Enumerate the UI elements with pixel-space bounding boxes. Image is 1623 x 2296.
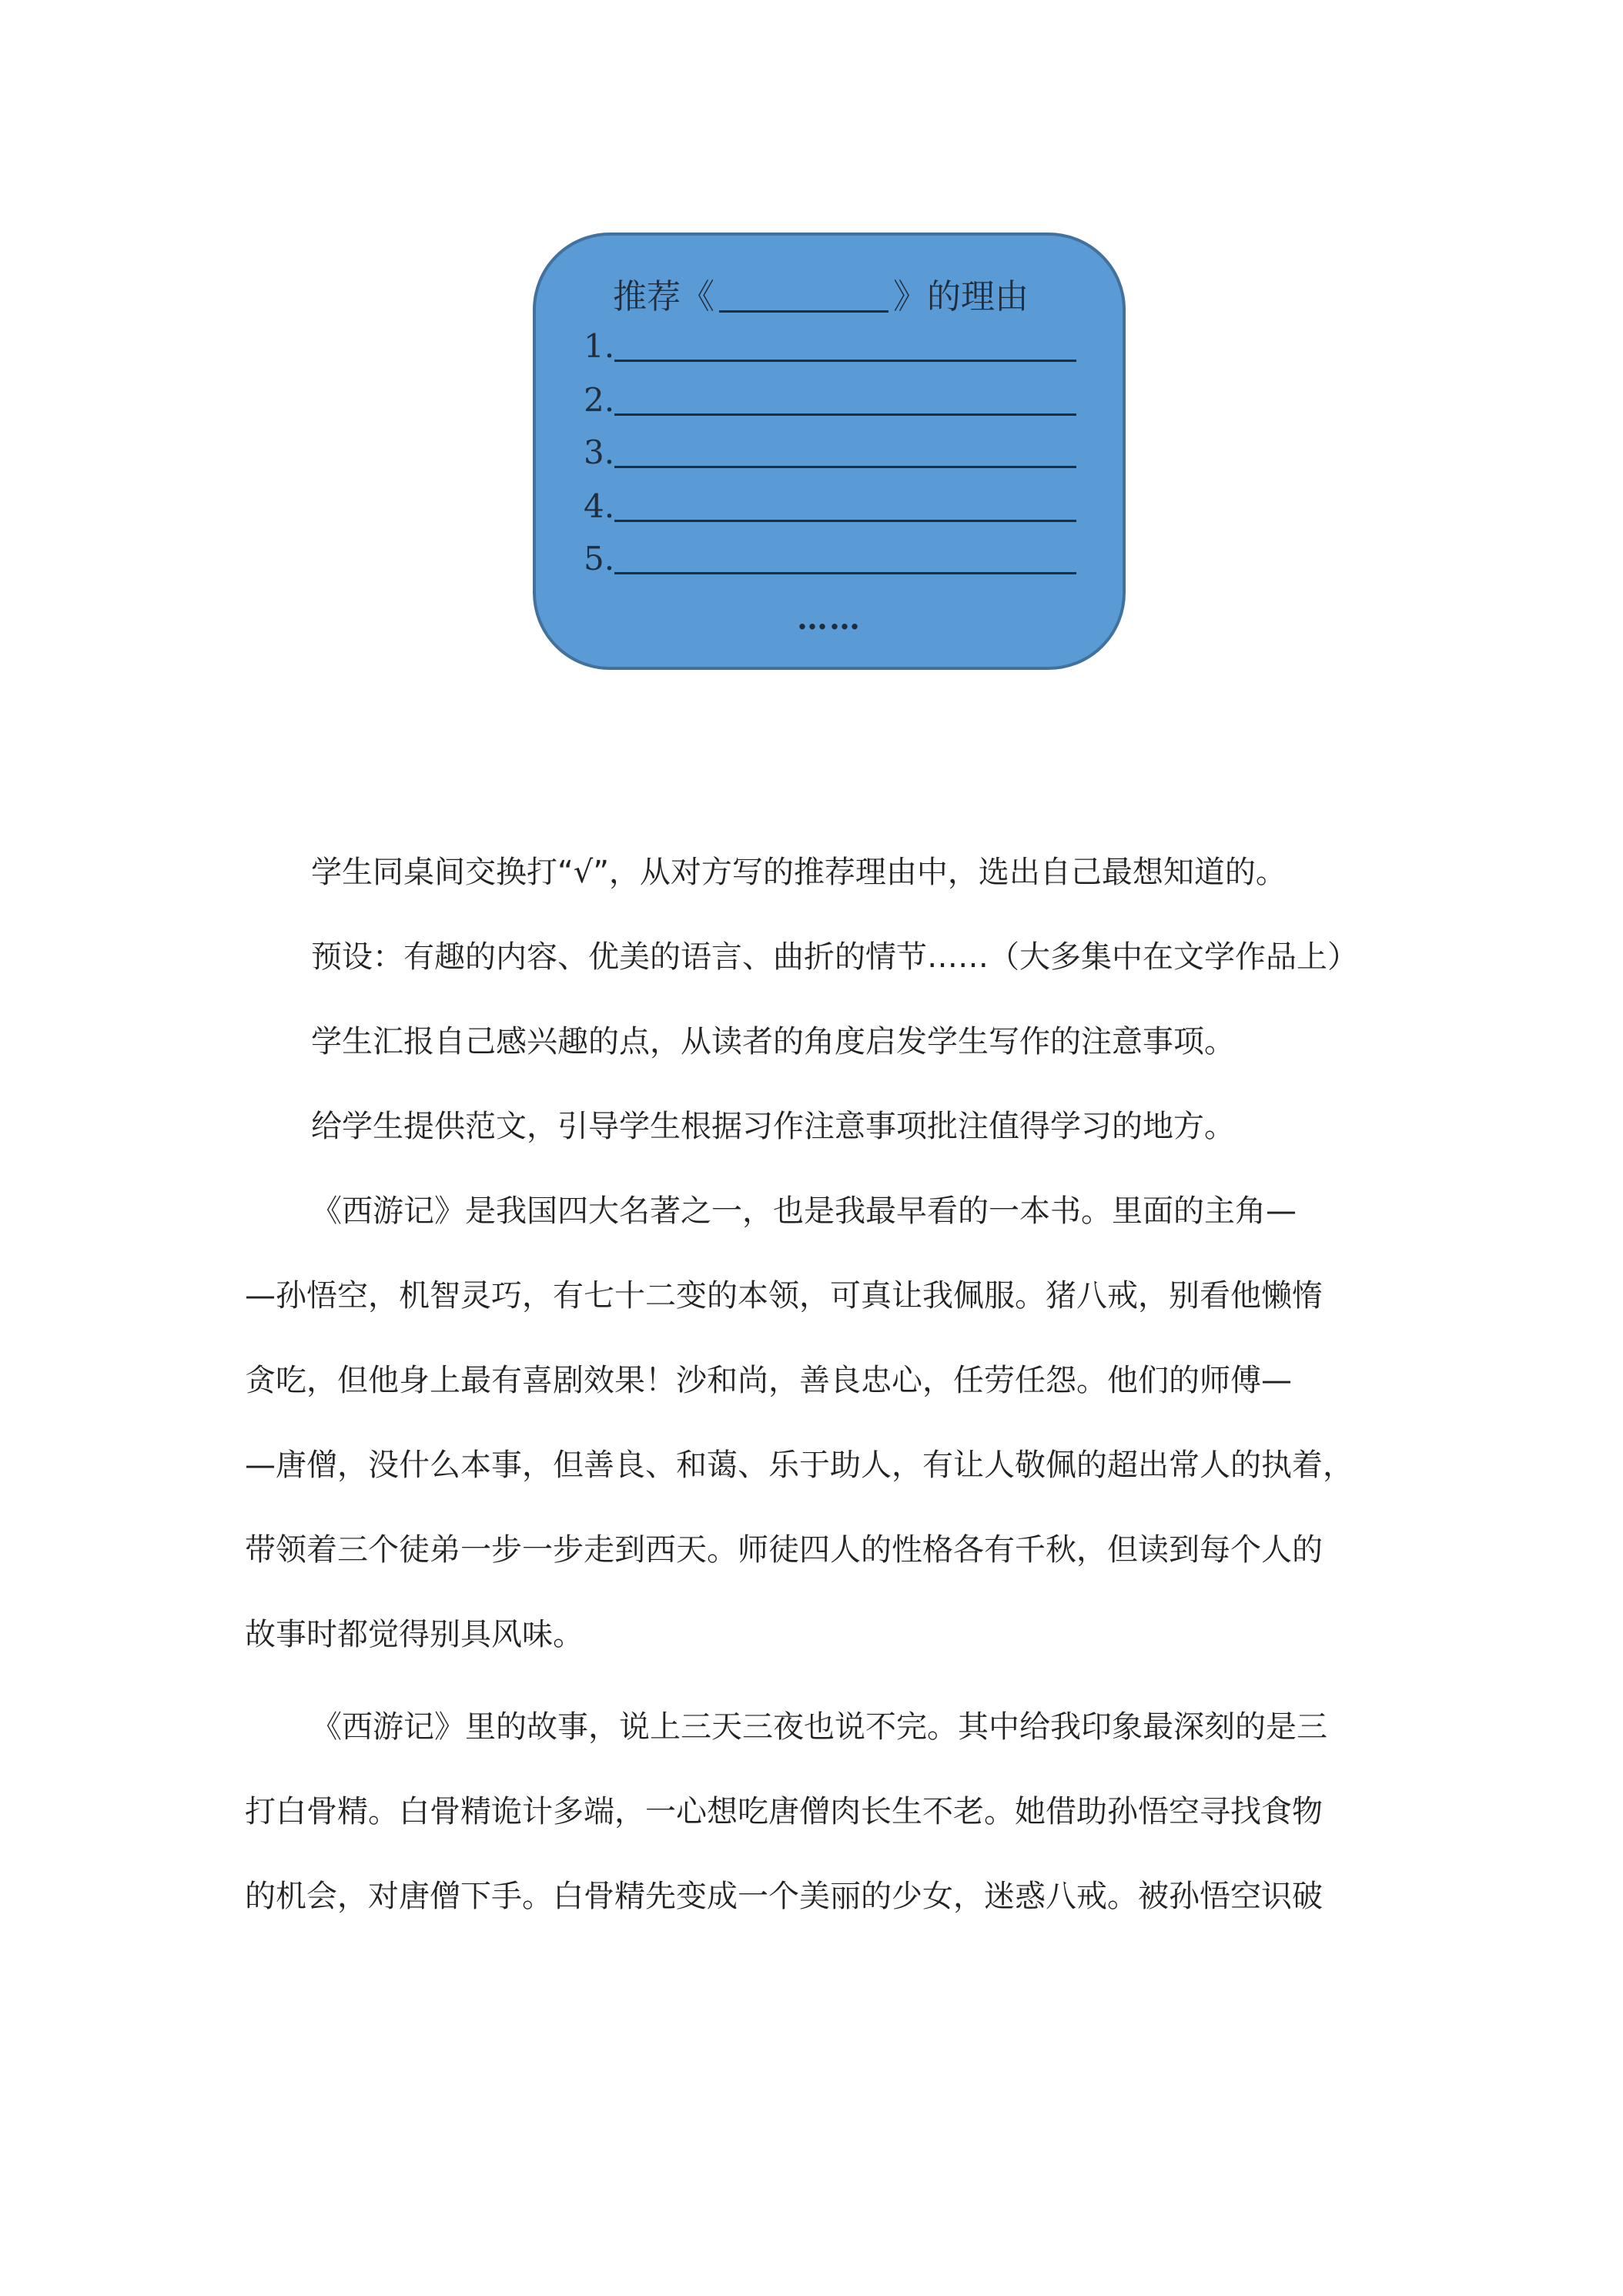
essay-line: 的机会，对唐僧下手。白骨精先变成一个美丽的少女，迷惑八戒。被孙悟空识破 — [245, 1879, 1323, 1914]
essay-line: 《西游记》是我国四大名著之一，也是我最早看的一本书。里面的主角— — [311, 1193, 1297, 1229]
card-title-suffix: 》的理由 — [893, 277, 1029, 316]
essay-line: 贪吃，但他身上最有喜剧效果！沙和尚，善良忠心，任劳任怨。他们的师傅— — [245, 1363, 1292, 1398]
reason-number: 2. — [584, 381, 615, 419]
reason-number: 3. — [584, 433, 615, 471]
reason-line-1 — [584, 325, 1076, 368]
reason-line-2 — [584, 379, 1076, 422]
reason-blank — [614, 413, 1076, 416]
essay-line: 《西游记》里的故事，说上三天三夜也说不完。其中给我印象最深刻的是三 — [311, 1709, 1327, 1745]
essay-line: —唐僧，没什么本事，但善良、和蔼、乐于助人，有让人敬佩的超出常人的执着， — [245, 1448, 1354, 1483]
reason-line-4 — [584, 485, 1076, 528]
reason-number: 4. — [584, 487, 615, 525]
paragraph-exchange: 学生同桌间交换打“√”，从对方写的推荐理由中，选出自己最想知道的。 — [311, 855, 1287, 890]
paragraph-preset: 预设：有趣的内容、优美的语言、曲折的情节……（大多集中在文学作品上） — [311, 939, 1358, 975]
reason-blank — [614, 572, 1076, 574]
essay-line: 故事时都觉得别具风味。 — [245, 1617, 584, 1652]
reason-number: 1. — [584, 327, 615, 365]
essay-line: 带领着三个徒弟一步一步走到西天。师徒四人的性格各有千秋，但读到每个人的 — [245, 1532, 1323, 1568]
sample-essay-paragraph-2 — [245, 1685, 1384, 1939]
reason-number: 5. — [584, 540, 615, 577]
card-title — [613, 276, 1029, 319]
card-title-prefix: 推荐《 — [613, 277, 714, 316]
reason-line-3 — [584, 431, 1076, 474]
reason-line-5 — [584, 537, 1076, 581]
instruction-paragraphs — [245, 830, 1384, 1169]
paragraph-report: 学生汇报自己感兴趣的点，从读者的角度启发学生写作的注意事项。 — [311, 1024, 1235, 1059]
essay-line: 打白骨精。白骨精诡计多端，一心想吃唐僧肉长生不老。她借助孙悟空寻找食物 — [245, 1794, 1323, 1829]
essay-line: —孙悟空，机智灵巧，有七十二变的本领，可真让我佩服。猪八戒，别看他懒惰 — [245, 1278, 1323, 1314]
paragraph-sample: 给学生提供范文，引导学生根据习作注意事项批注值得学习的地方。 — [311, 1109, 1235, 1144]
reason-blank — [614, 520, 1076, 522]
reason-blank — [614, 360, 1076, 362]
sample-essay-paragraph-1 — [245, 1169, 1384, 1677]
reason-blank — [614, 466, 1076, 468]
recommendation-card — [533, 233, 1126, 670]
book-title-blank — [719, 276, 888, 313]
card-ellipsis: …… — [797, 601, 862, 637]
